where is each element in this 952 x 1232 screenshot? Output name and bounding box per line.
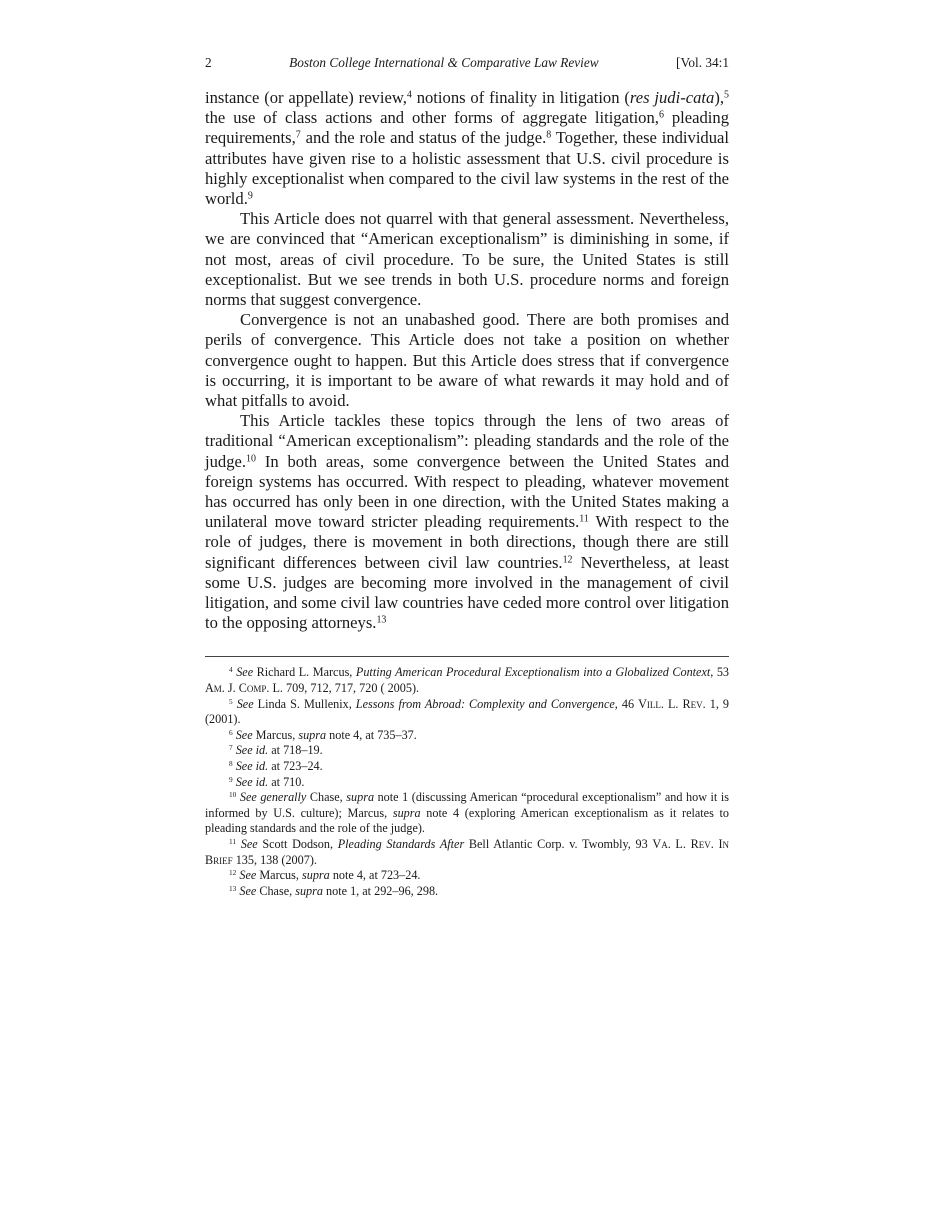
page-number: 2 — [205, 55, 212, 70]
running-header — [205, 54, 729, 72]
footnote-ref: 11 — [579, 513, 589, 525]
footnote-ref: 6 — [658, 109, 664, 121]
text-run: This Article tackles these topics through the lens of two areas of traditional “American exceptionalism”: pleading standards and the role of the judge. — [205, 411, 729, 471]
volume-label: [Vol. 34:1 — [676, 55, 729, 70]
journal-title: Boston College International & Comparative Law Review — [289, 55, 599, 70]
text-run: at 710. — [268, 774, 305, 789]
citation-signal: See — [240, 837, 258, 852]
footnote-10 — [205, 790, 729, 837]
footnote-number: 7 — [229, 743, 233, 753]
text-run: instance (or appellate) review, — [205, 88, 407, 107]
paragraph-1 — [205, 88, 729, 209]
citation-signal: See generally — [239, 790, 307, 805]
cited-title: Putting American Procedural Exceptionalism into a Globalized Context — [355, 665, 711, 680]
cited-title: Lessons from Abroad: Complexity and Convergence — [355, 696, 615, 711]
supra-signal: supra — [301, 868, 330, 883]
footnote-13 — [205, 884, 729, 900]
footnote-ref: 4 — [406, 89, 412, 101]
footnote-ref: 12 — [562, 554, 573, 566]
citation-signal: See — [239, 868, 257, 883]
footnote-divider — [205, 656, 729, 657]
footnote-9 — [205, 775, 729, 791]
footnote-ref: 5 — [724, 89, 729, 101]
text-run: With respect to the role of judges, there is movement in both directions, though there are still significant differences between civil law countries. — [205, 512, 729, 572]
citation-signal: See id. — [235, 743, 269, 758]
footnote-number: 9 — [229, 774, 233, 784]
footnote-5 — [205, 697, 729, 728]
footnote-6 — [205, 728, 729, 744]
text-run: note 1, at 292–96, 298. — [323, 883, 439, 898]
supra-signal: supra — [295, 883, 323, 898]
text-run: 709, 712, 717, 720 ( 2005). — [282, 681, 420, 696]
footnote-number: 12 — [229, 868, 237, 878]
citation-signal: See — [235, 727, 253, 742]
text-run: note 4 (exploring American exceptionalism as it relates to pleading standards and the role of the judge). — [205, 805, 729, 836]
text-run: In both areas, some convergence between the United States and foreign systems has occurred. With respect to pleading, whatever movement has occurred has only been in one direction, with the United States making a unilateral move toward stricter pleading requirements. — [205, 451, 729, 532]
footnote-ref: 9 — [247, 190, 253, 202]
paragraph-4 — [205, 411, 729, 633]
footnote-11 — [205, 837, 729, 868]
text-run: 135, 138 (2007). — [232, 852, 317, 867]
text-run: , 53 — [710, 665, 730, 680]
footnote-number: 4 — [229, 665, 233, 675]
text-run: Scott Dodson, — [257, 837, 338, 852]
text-run: ), — [714, 88, 724, 107]
text-run: Nevertheless, at least some U.S. judges are becoming more involved in the management of civil litigation, and some civil law countries have ceded more control over litigation to the opposing attorneys. — [205, 552, 729, 633]
text-run: Richard L. Marcus, — [253, 665, 356, 680]
text-run: Marcus, — [256, 868, 302, 883]
footnote-ref: 8 — [546, 129, 552, 141]
footnote-7 — [205, 743, 729, 759]
text-run: at 718–19. — [268, 743, 323, 758]
text-run: note 1 (discussing American “procedural exceptionalism” and how it is informed by U.S. culture); Marcus, — [205, 790, 729, 820]
paragraph-2: This Article does not quarrel with that general assessment. Nevertheless, we are convinced that “American exceptionalism” is diminishing in some, if not most, areas of civil procedure. To be sure, the United States is still exceptionalist. But we see trends in both U.S. procedure norms and foreign norms that suggest convergence. — [205, 209, 729, 310]
text-run: 1, 9 (2001). — [205, 696, 730, 727]
citation-signal: See — [236, 665, 254, 680]
journal-abbrev: Vill. L. Rev. — [638, 696, 706, 711]
text-run: Chase, — [256, 883, 296, 898]
supra-signal: supra — [298, 727, 327, 742]
footnote-ref: 13 — [376, 614, 387, 626]
footnote-8 — [205, 759, 729, 775]
cited-title: Pleading Standards After — [337, 837, 465, 852]
text-run: Together, these individual attributes have given rise to a holistic assessment that U.S. civil procedure is highly exceptionalist when compared to the civil law systems in the rest of the world. — [205, 128, 730, 209]
text-run-italic: res judi-cata — [629, 88, 715, 107]
text-run: Linda S. Mullenix, — [253, 696, 356, 711]
text-run: pleading requirements, — [205, 108, 729, 148]
text-run: notions of finality in litigation ( — [411, 88, 630, 107]
text-run: Chase, — [306, 790, 347, 805]
citation-signal: See id. — [235, 774, 269, 789]
body-text — [205, 88, 729, 633]
footnote-number: 8 — [229, 759, 233, 769]
text-run: and the role and status of the judge. — [300, 128, 547, 148]
footnote-number: 13 — [229, 883, 237, 893]
supra-signal: supra — [392, 805, 421, 820]
citation-signal: See id. — [235, 759, 269, 774]
footnotes — [205, 665, 729, 899]
footnote-number: 11 — [229, 837, 237, 846]
supra-signal: supra — [346, 790, 375, 805]
footnote-number: 10 — [229, 790, 237, 800]
document-page — [205, 54, 729, 899]
text-run: at 723–24. — [268, 759, 323, 774]
footnote-12 — [205, 868, 729, 884]
footnote-ref: 10 — [246, 453, 256, 465]
citation-signal: See — [239, 883, 257, 898]
paragraph-3: Convergence is not an unabashed good. There are both promises and perils of convergence. This Article does not take a position on whether convergence ought to happen. But this Article does stress that if convergence is occurring, it is important to be aware of what rewards it may hold and of what pitfalls to avoid. — [205, 310, 729, 411]
text-run: note 4, at 735–37. — [326, 727, 417, 742]
footnote-number: 6 — [229, 727, 233, 737]
text-run: , 46 — [614, 696, 639, 711]
text-run: note 4, at 723–24. — [329, 868, 421, 883]
footnote-number: 5 — [229, 696, 233, 706]
footnote-ref: 7 — [295, 129, 301, 141]
text-run: the use of class actions and other forms of aggregate litigation, — [205, 108, 659, 128]
footnote-4 — [205, 665, 729, 696]
citation-signal: See — [236, 696, 254, 711]
text-run: Marcus, — [252, 727, 299, 742]
journal-abbrev: Va. L. Rev. In Brief — [205, 837, 730, 867]
journal-abbrev: Am. J. Comp. L. — [205, 681, 283, 696]
text-run: Bell Atlantic Corp. v. Twombly, 93 — [464, 837, 653, 852]
